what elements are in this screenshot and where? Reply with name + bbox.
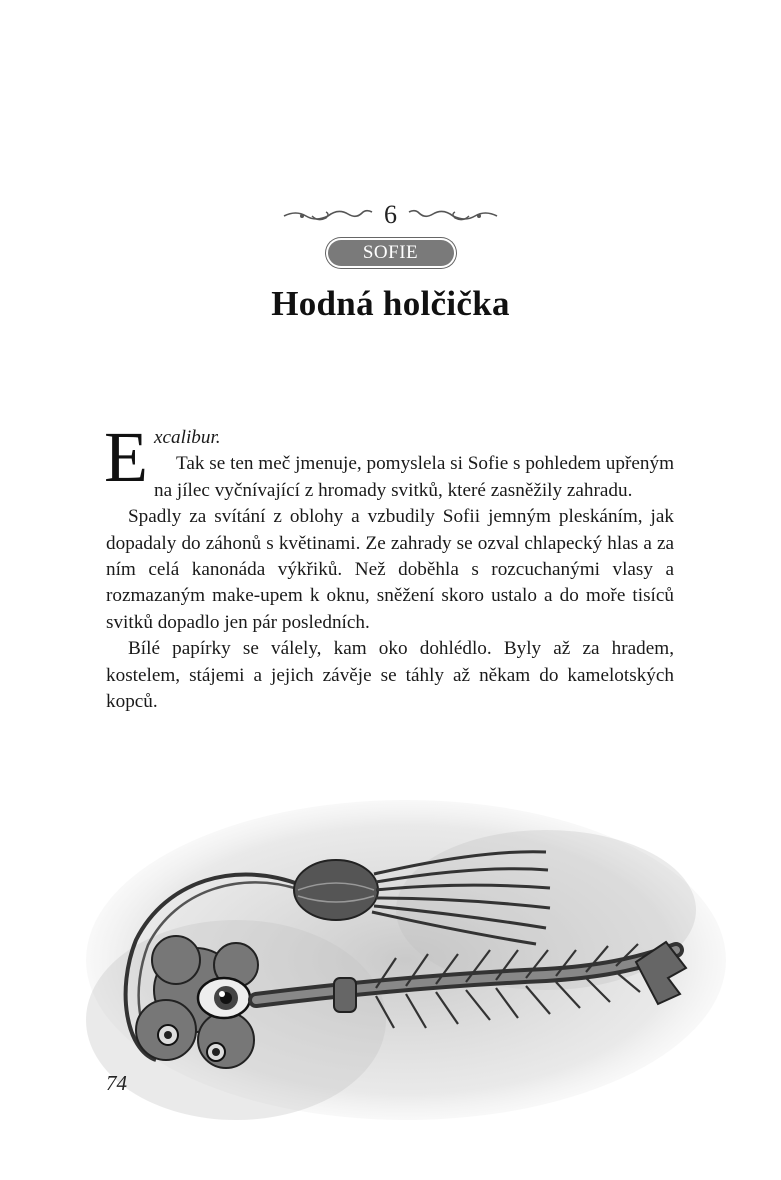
chapter-title: Hodná holčička — [271, 284, 510, 323]
page-number: 74 — [106, 1071, 127, 1095]
opening-word: xcalibur. — [153, 427, 221, 448]
left-flourish-icon — [282, 204, 374, 226]
chapter-text — [104, 417, 674, 715]
chapter-heading — [0, 198, 781, 324]
right-flourish-icon — [407, 204, 499, 226]
paragraph-3: Bílé papírky se válely, kam oko dohlédlo. Byly až za hradem, kostelem, stájemi a jejich závěje se táhly až někam do kamelotských kopců. — [106, 638, 674, 713]
opening-paragraph — [104, 417, 674, 504]
feathered-key-illustration-icon — [76, 790, 726, 1135]
pov-badge-wrap — [0, 240, 781, 266]
paragraph-2: Spadly za svítání z oblohy a vzbudily Sofii jemným pleskáním, jak dopadaly do záhonů s květinami. Ze zahrady se ozval chlapecký hlas a za ním celá kanonáda výkřiků. Než doběhla s rozcuchanými vlasy a rozmazaným make-upem k oknu, sněžení skoro ustalo a do moře tisíců svitků dopadlo jen pár posledních. — [106, 506, 674, 633]
paragraph-1: Tak se ten meč jmenuje, pomyslela si Sofie s pohledem upřeným na jílec vyčnívající z hromady svitků, které zasněžily zahradu. — [153, 453, 674, 501]
drop-cap: E — [104, 417, 148, 497]
chapter-number: 6 — [384, 200, 397, 229]
pov-badge: SOFIE — [328, 240, 454, 266]
chapter-number-row — [0, 198, 781, 232]
